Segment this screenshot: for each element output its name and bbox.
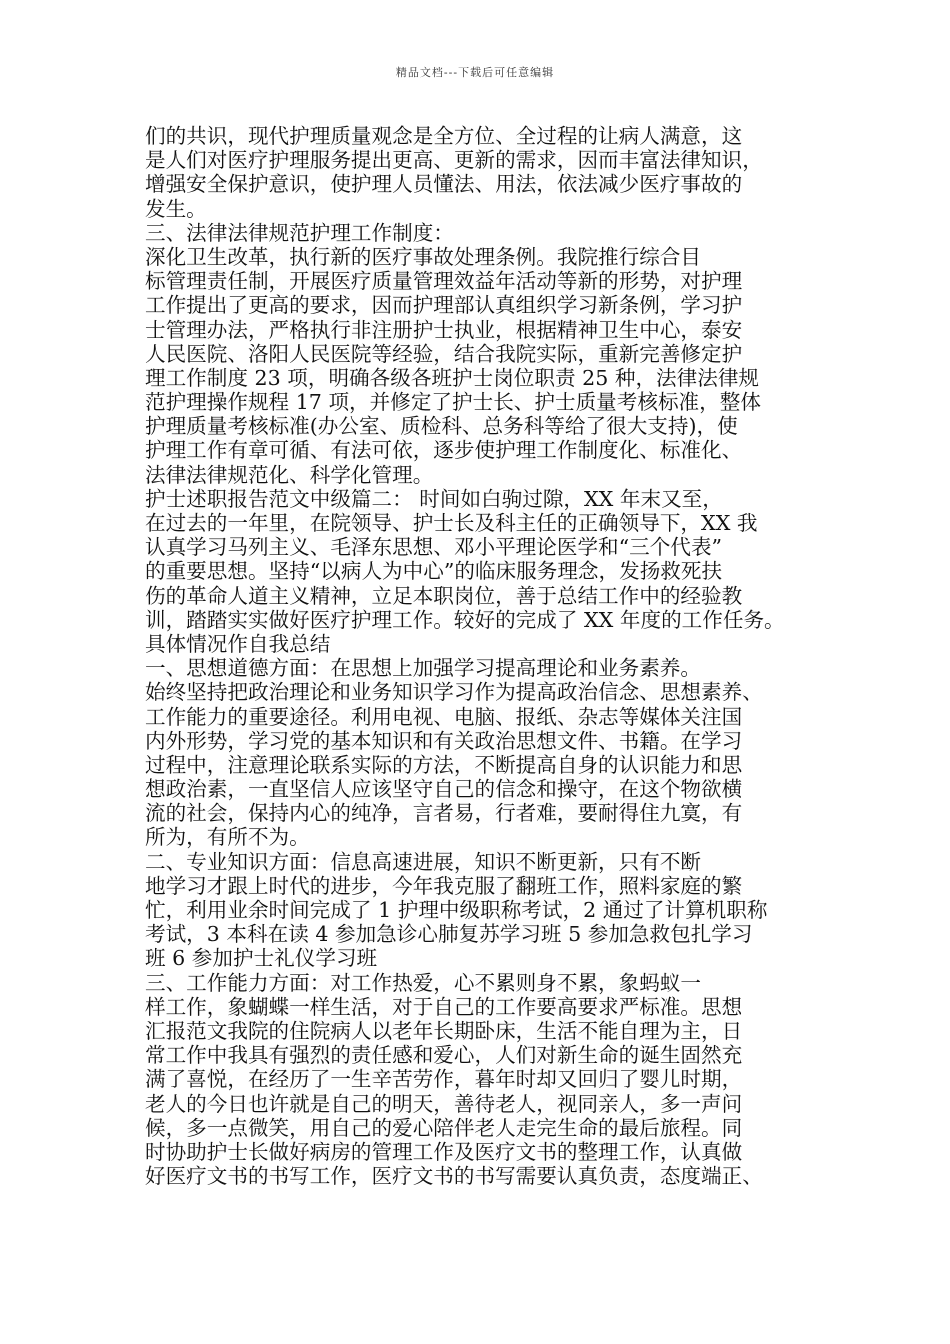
body-line: 工作提出了更高的要求，因而护理部认真组织学习新条例，学习护 xyxy=(145,293,743,318)
body-line: 满了喜悦，在经历了一生辛苦劳作，暮年时却又回归了婴儿时期， xyxy=(145,1067,743,1092)
body-line: 认真学习马列主义、毛泽东思想、邓小平理论医学和“三个代表” xyxy=(145,535,723,560)
body-line: 人民医院、洛阳人民医院等经验，结合我院实际，重新完善修定护 xyxy=(145,341,743,366)
body-line: 工作能力的重要途径。利用电视、电脑、报纸、杂志等媒体关注国 xyxy=(145,704,743,729)
body-line: 具体情况作自我总结 xyxy=(145,631,331,656)
page-header: 精品文档---下载后可任意编辑 xyxy=(395,66,555,79)
body-line: 标管理责任制，开展医疗质量管理效益年活动等新的形势，对护理 xyxy=(145,269,743,294)
body-line: 护理质量考核标准(办公室、质检科、总务科等给了很大支持)，使 xyxy=(145,414,738,439)
body-line: 护士述职报告范文中级篇二： 时间如白驹过隙，XX 年末又至， xyxy=(145,486,723,511)
body-line: 三、工作能力方面：对工作热爱，心不累则身不累，象蚂蚁一 xyxy=(145,970,702,995)
body-line: 二、专业知识方面：信息高速进展，知识不断更新，只有不断 xyxy=(145,849,702,874)
body-line: 汇报范文我院的住院病人以老年长期卧床，生活不能自理为主，日 xyxy=(145,1018,743,1043)
body-line: 护理工作有章可循、有法可依，逐步使护理工作制度化、标准化、 xyxy=(145,438,743,463)
body-line: 老人的今日也许就是自己的明天，善待老人，视同亲人，多一声问 xyxy=(145,1091,743,1116)
document-body xyxy=(145,124,825,1188)
body-line: 一、思想道德方面：在思想上加强学习提高理论和业务素养。 xyxy=(145,656,702,681)
body-line: 地学习才跟上时代的进步，今年我克服了翻班工作，照料家庭的繁 xyxy=(145,873,743,898)
body-line: 发生。 xyxy=(145,196,207,221)
body-line: 始终坚持把政治理论和业务知识学习作为提高政治信念、思想素养、 xyxy=(145,680,763,705)
body-line: 好医疗文书的书写工作，医疗文书的书写需要认真负责，态度端正、 xyxy=(145,1164,763,1189)
body-line: 三、法律法律规范护理工作制度： xyxy=(145,220,454,245)
body-line: 所为，有所不为。 xyxy=(145,825,310,850)
body-line: 训，踏踏实实做好医疗护理工作。较好的完成了 XX 年度的工作任务。 xyxy=(145,607,785,632)
body-line: 内外形势，学习党的基本知识和有关政治思想文件、书籍。在学习 xyxy=(145,728,743,753)
body-line: 班 6 参加护士礼仪学习班 xyxy=(145,946,378,971)
body-line: 伤的革命人道主义精神，立足本职岗位，善于总结工作中的经验教 xyxy=(145,583,743,608)
body-line: 深化卫生改革，执行新的医疗事故处理条例。我院推行综合目 xyxy=(145,244,702,269)
body-line: 法律法律规范化、科学化管理。 xyxy=(145,462,434,487)
body-line: 理工作制度 23 项，明确各级各班护士岗位职责 25 种，法律法律规 xyxy=(145,365,760,390)
body-line: 样工作，象蝴蝶一样生活，对于自己的工作要高要求严标准。思想 xyxy=(145,994,743,1019)
body-line: 候，多一点微笑，用自己的爱心陪伴老人走完生命的最后旅程。同 xyxy=(145,1115,743,1140)
body-line: 过程中，注意理论联系实际的方法，不断提高自身的认识能力和思 xyxy=(145,752,743,777)
body-line: 想政治素，一直坚信人应该坚守自己的信念和操守，在这个物欲横 xyxy=(145,777,743,802)
body-line: 的重要思想。坚持“以病人为中心”的临床服务理念，发扬救死扶 xyxy=(145,559,723,584)
body-line: 是人们对医疗护理服务提出更高、更新的需求，因而丰富法律知识， xyxy=(145,148,763,173)
body-line: 在过去的一年里，在院领导、护士长及科主任的正确领导下，XX 我 xyxy=(145,511,758,535)
body-line: 增强安全保护意识，使护理人员懂法、用法，依法减少医疗事故的 xyxy=(145,172,743,197)
body-line: 士管理办法，严格执行非注册护士执业，根据精神卫生中心，泰安 xyxy=(145,317,743,342)
body-line: 们的共识，现代护理质量观念是全方位、全过程的让病人满意，这 xyxy=(145,124,743,148)
body-line: 范护理操作规程 17 项，并修定了护士长、护士质量考核标准，整体 xyxy=(145,390,761,415)
body-line: 流的社会，保持内心的纯净，言者易，行者难，要耐得住九寞，有 xyxy=(145,801,743,826)
body-line: 常工作中我具有强烈的责任感和爱心，人们对新生命的诞生固然充 xyxy=(145,1043,743,1068)
body-line: 时协助护士长做好病房的管理工作及医疗文书的整理工作，认真做 xyxy=(145,1139,743,1164)
body-line: 忙，利用业余时间完成了 1 护理中级职称考试，2 通过了计算机职称 xyxy=(145,898,768,922)
body-line: 考试，3 本科在读 4 参加急诊心肺复苏学习班 5 参加急救包扎学习 xyxy=(145,922,753,947)
